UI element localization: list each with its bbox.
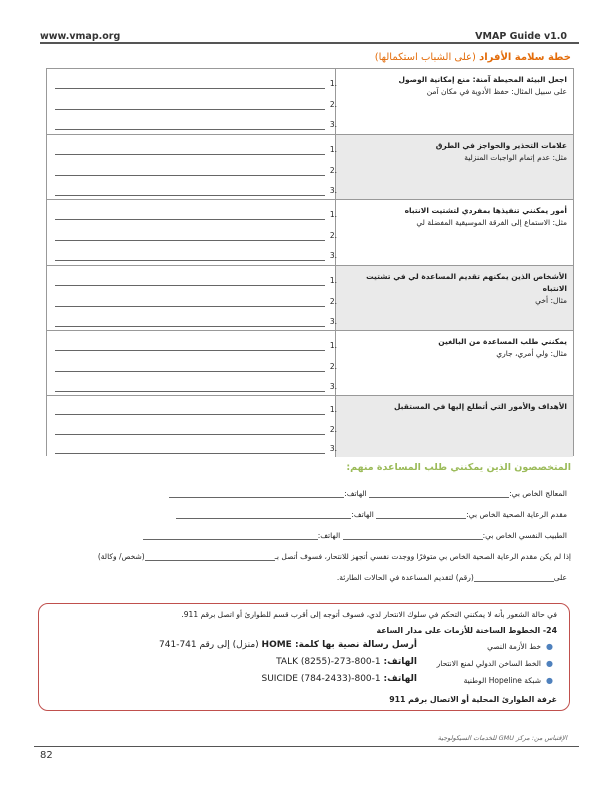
provider-label: مقدم الرعاية الصحية الخاص بي:	[466, 510, 567, 519]
psychiatrist-phone-field[interactable]	[143, 530, 318, 540]
provider-phone-field[interactable]	[176, 509, 351, 519]
bullet-icon: ●	[546, 659, 553, 668]
answer-line-3[interactable]: 3.	[55, 314, 325, 327]
plan-row-question	[335, 396, 573, 457]
answer-line-1[interactable]: 1.	[55, 142, 325, 155]
header-divider	[40, 42, 579, 44]
bullet-icon: ●	[546, 676, 553, 685]
plan-row-question	[335, 69, 573, 134]
plan-row-people-distraction	[47, 266, 573, 331]
emergency-contact-field[interactable]	[145, 551, 275, 561]
answer-line-3[interactable]: 3.	[55, 117, 325, 130]
emergency-contact-hint: (شخص/ وكالة)	[97, 552, 145, 561]
answer-line-1[interactable]: 1.	[55, 273, 325, 286]
site-url: www.vmap.org	[40, 30, 121, 42]
answer-line-1[interactable]: 1.	[55, 402, 325, 415]
plan-row-environment	[47, 69, 573, 135]
plan-row-question	[335, 331, 573, 395]
crisis-hotlines-heading: 24- الخطوط الساخنة للأزمات على مدار الساعة	[376, 626, 557, 635]
source-credit: الإقتباس من: مركز GMU للخدمات السيكولوجية	[437, 734, 567, 742]
emergency-contact-text: إذا لم يكن مقدم الرعاية الصحية الخاص بي متوفرًا ووجدت نفسي أتجهز للانتحار، فسوف أتصل بـ	[274, 552, 571, 561]
answer-line-3[interactable]: 3.	[55, 248, 325, 261]
answer-line-1[interactable]: 1.	[55, 338, 325, 351]
answer-line-3[interactable]: 3.	[55, 379, 325, 392]
hotline-suicide-prevention: ●الخط الساخن الدولي لمنع الانتحار	[436, 659, 553, 668]
professionals-title: المتخصصون الذين يمكنني طلب المساعدة منهم:	[346, 462, 571, 473]
phone-label: الهاتف:	[317, 531, 341, 540]
plan-title-main: خطة سلامة الأفراد	[479, 52, 571, 63]
plan-row-answers	[47, 266, 335, 330]
answer-line-2[interactable]: 2.	[55, 422, 325, 435]
psychiatrist-field[interactable]	[343, 530, 483, 540]
hotline-hopeline: ●شبكة Hopeline الوطنية	[463, 676, 553, 685]
answer-line-3[interactable]: 3.	[55, 441, 325, 454]
emergency-number-prefix: على	[553, 573, 567, 582]
plan-row-question	[335, 135, 573, 199]
plan-row-answers	[47, 331, 335, 395]
emergency-number-field[interactable]	[474, 572, 554, 582]
hotline-value-label: الهاتف:	[383, 657, 417, 667]
phone-label: الهاتف:	[344, 489, 367, 498]
plan-row-question	[335, 266, 573, 330]
plan-row-future-goals	[47, 396, 573, 457]
hotline-number[interactable]: 741-741	[159, 640, 197, 650]
phone-label: الهاتف:	[351, 510, 374, 519]
plan-row-example: على سبيل المثال: حفظ الأدوية في مكان آمن	[426, 87, 567, 96]
hotline-value-label: الهاتف:	[383, 674, 417, 684]
plan-row-example: مثل: الاستماع إلى الفرقة الموسيقية المفضلة لي	[416, 218, 567, 227]
crisis-intro: في حالة الشعور بأنه لا يمكنني التحكم في سلوك الانتحار لدي، فسوف أتوجه إلى أقرب قسم للطوارئ أو اتصل برقم 911.	[181, 610, 557, 619]
answer-line-2[interactable]: 2.	[55, 97, 325, 110]
plan-title	[375, 52, 571, 63]
plan-row-adults-help	[47, 331, 573, 396]
plan-row-heading: يمكنني طلب المساعدة من البالغين	[438, 337, 567, 346]
emergency-contact-row	[98, 551, 571, 561]
answer-line-3[interactable]: 3.	[55, 183, 325, 196]
hotline-text-crisis: ●خط الأزمة النصي	[487, 642, 553, 651]
answer-line-2[interactable]: 2.	[55, 163, 325, 176]
plan-row-answers	[47, 69, 335, 134]
plan-row-example: مثل: عدم إتمام الواجبات المنزلية	[464, 153, 567, 162]
emergency-number-row	[337, 572, 567, 582]
hotline-suicide-prevention-value	[276, 657, 417, 667]
psychiatrist-label: الطبيب النفسي الخاص بي:	[482, 531, 567, 540]
hotline-text-crisis-value	[159, 640, 417, 650]
plan-row-warning-signs	[47, 135, 573, 200]
therapist-phone-field[interactable]	[169, 488, 344, 498]
footer-divider	[34, 746, 579, 747]
hotline-value-mid: (منزل) إلى رقم	[199, 640, 259, 650]
plan-row-heading: الأهداف والأمور التي أتطلع إليها في المستقبل	[393, 402, 567, 411]
plan-row-question	[335, 200, 573, 265]
bullet-icon: ●	[546, 642, 553, 651]
answer-line-1[interactable]: 1.	[55, 76, 325, 89]
plan-row-answers	[47, 135, 335, 199]
answer-line-2[interactable]: 2.	[55, 228, 325, 241]
plan-row-heading: اجعل البيئة المحيطة آمنة: منع إمكانية الوصول	[398, 75, 567, 84]
answer-line-2[interactable]: 2.	[55, 294, 325, 307]
safety-plan-table	[46, 68, 574, 456]
plan-row-example: مثال: ولي أمري، جاري	[496, 349, 567, 358]
plan-row-self-distraction	[47, 200, 573, 266]
emergency-number-text: (رقم) لتقديم المساعدة في الحالات الطارئة.	[336, 573, 474, 582]
plan-title-sub: (على الشباب استكمالها)	[374, 52, 476, 63]
plan-row-heading: الأشخاص الذين يمكنهم تقديم المساعدة لي في تشتيت الانتباه	[366, 272, 567, 293]
page-number: 82	[40, 750, 53, 761]
hotline-number[interactable]: 1-800-273-TALK (8255)	[276, 657, 381, 667]
hotline-number[interactable]: 1-800-SUICIDE (784-2433)	[261, 674, 381, 684]
hotline-hopeline-value	[261, 674, 417, 684]
provider-field[interactable]	[376, 509, 466, 519]
hotline-value-label: أرسل رسالة نصية بها كلمة: HOME	[261, 640, 417, 650]
psychiatrist-row	[143, 530, 567, 540]
crisis-footer: غرفة الطوارئ المحلية أو الاتصال برقم 911	[389, 695, 557, 704]
crisis-box	[38, 603, 570, 711]
plan-row-answers	[47, 396, 335, 457]
plan-row-answers	[47, 200, 335, 265]
answer-line-2[interactable]: 2.	[55, 359, 325, 372]
plan-row-example: مثال: أخي	[535, 296, 567, 305]
therapist-field[interactable]	[369, 488, 509, 498]
healthcare-provider-row	[176, 509, 567, 519]
therapist-label: المعالج الخاص بي:	[509, 489, 567, 498]
answer-line-1[interactable]: 1.	[55, 207, 325, 220]
therapist-row	[169, 488, 567, 498]
plan-row-heading: علامات التحذير والحواجز في الطرق	[435, 141, 567, 150]
plan-row-heading: أمور يمكنني تنفيذها بمفردي لتشتيت الانتباه	[404, 206, 567, 215]
guide-version: VMAP Guide v1.0	[475, 30, 567, 42]
